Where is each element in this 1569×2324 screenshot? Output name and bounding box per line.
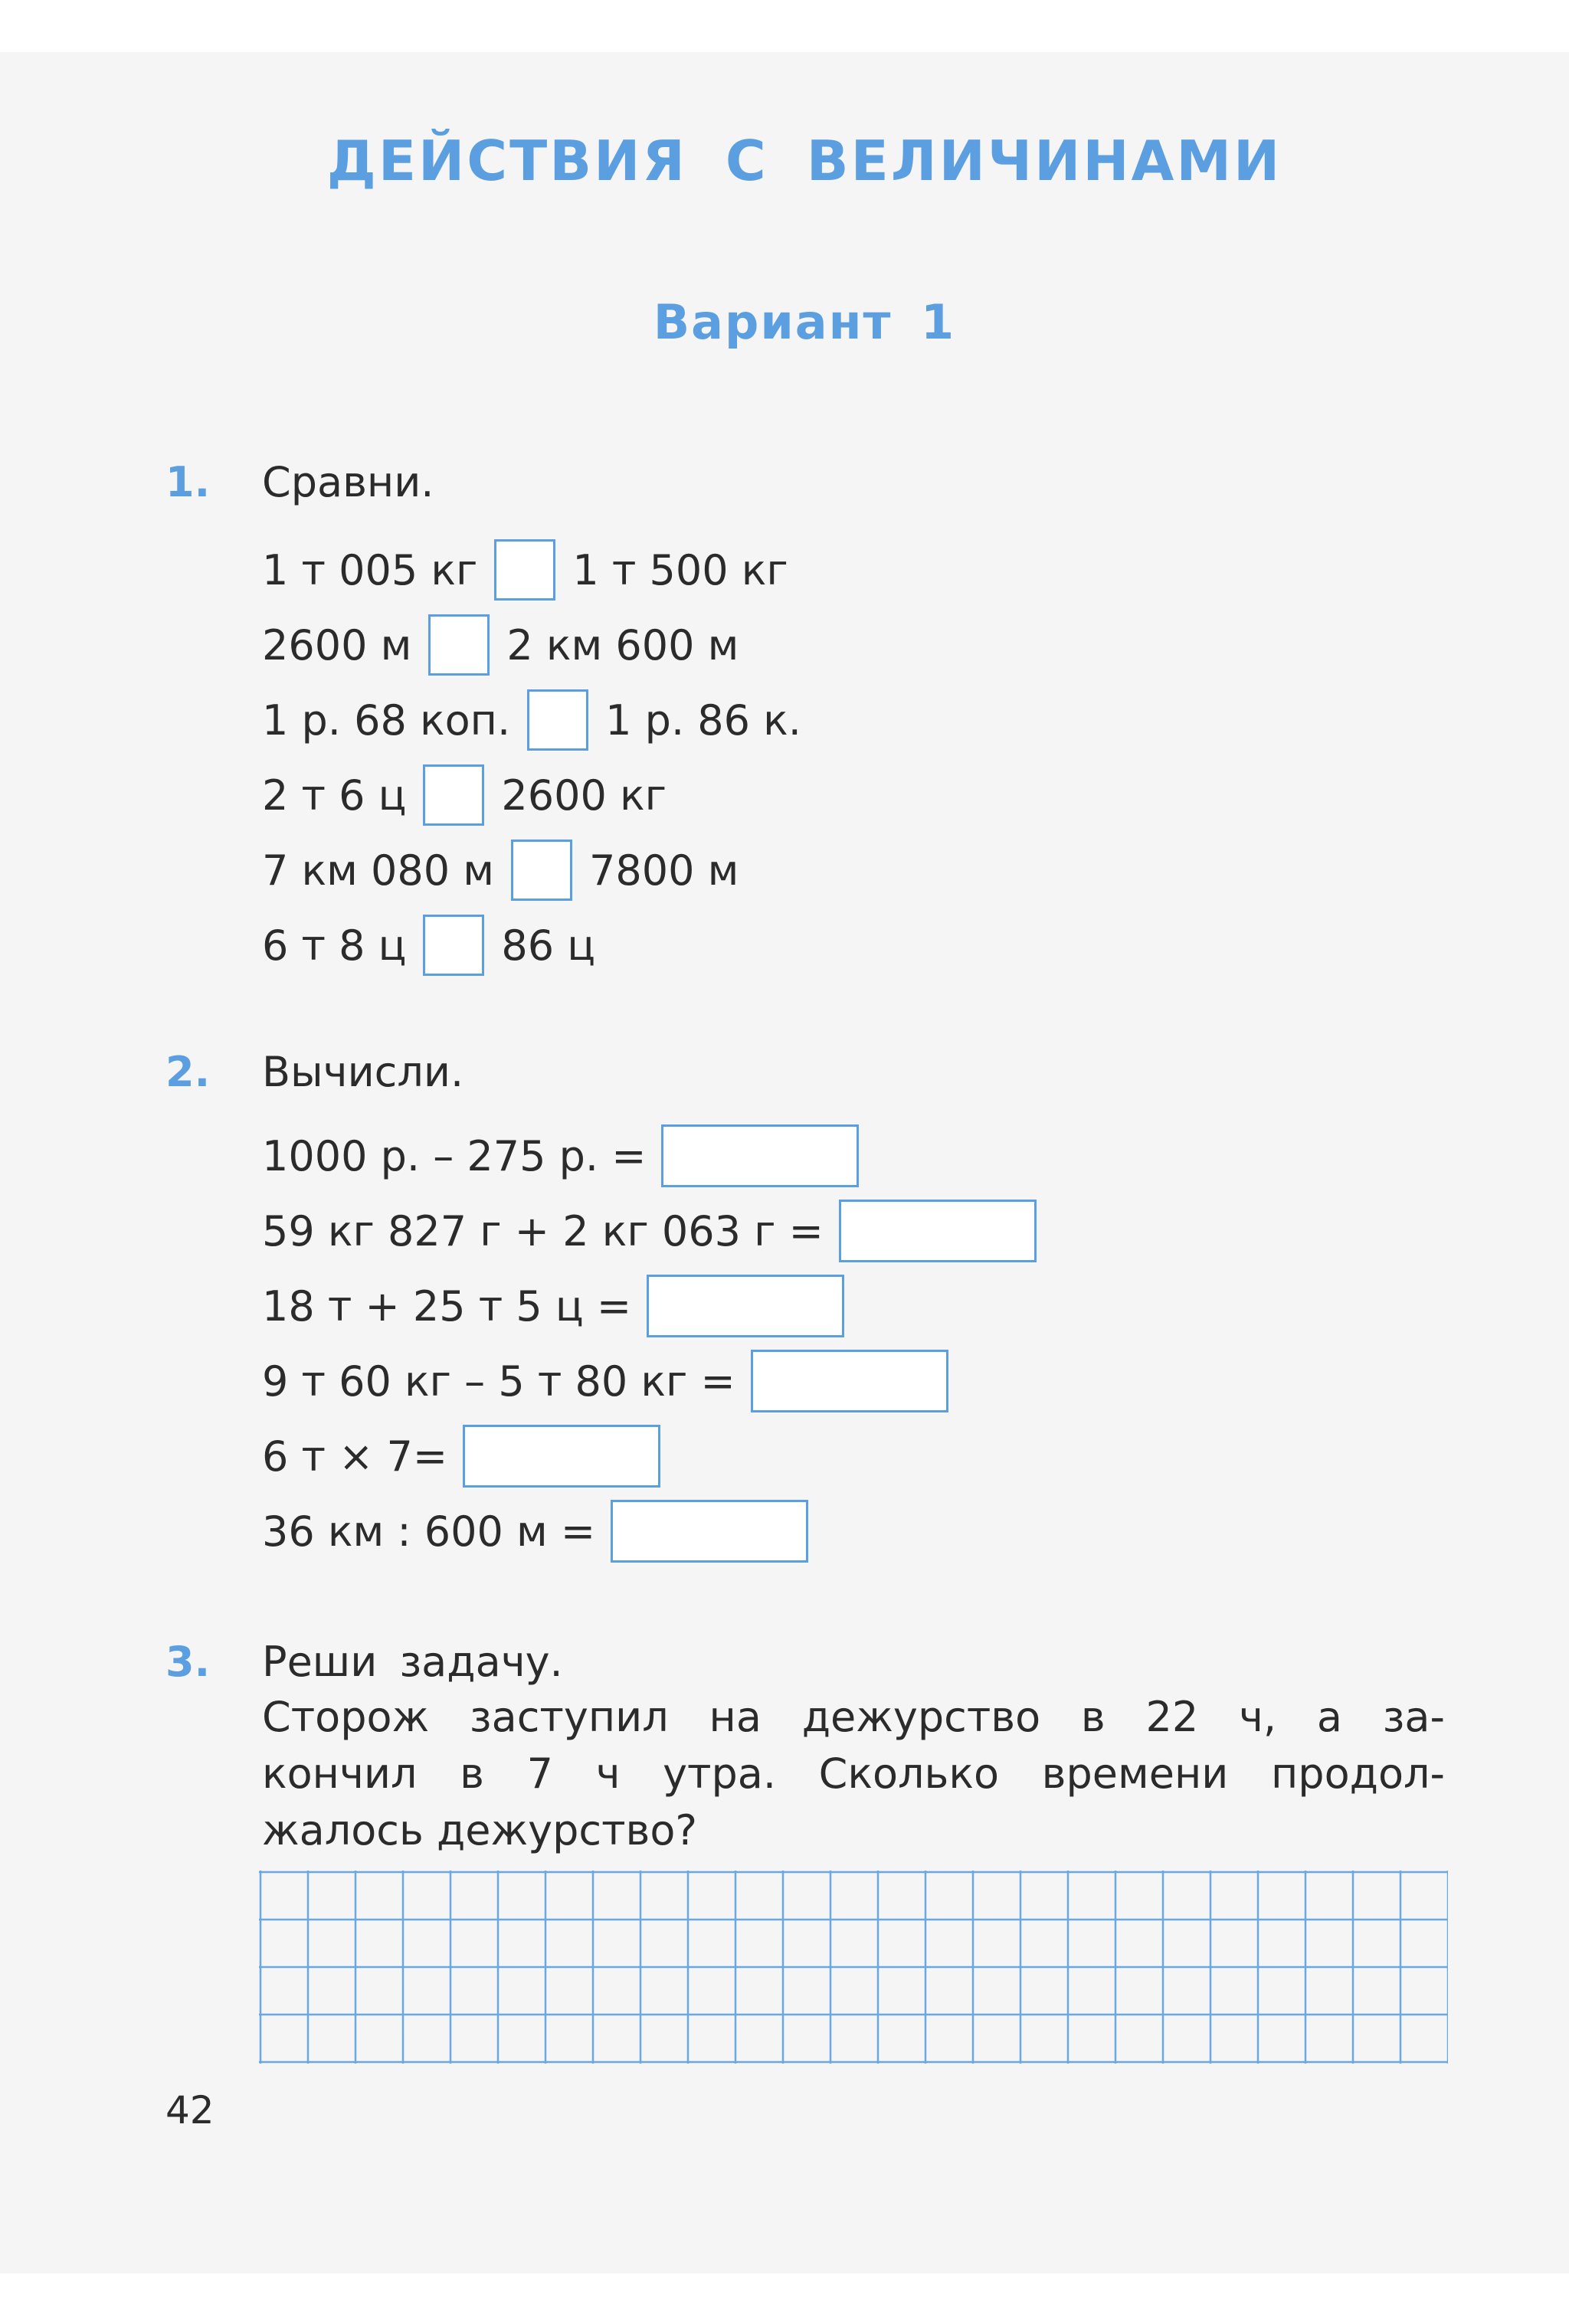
calc-expression: 36 км : 600 м = [262, 1507, 596, 1556]
section-title: ДЕЙСТВИЯ С ВЕЛИЧИНАМИ [326, 129, 1282, 193]
calc-row [262, 1198, 1037, 1264]
task1-number: 1. [165, 458, 211, 506]
problem-text [262, 1689, 1445, 1859]
calc-row [262, 1123, 859, 1189]
page-number: 42 [165, 2088, 215, 2133]
compare-right: 1 р. 86 к. [605, 696, 801, 745]
calc-answer-box[interactable] [751, 1350, 948, 1412]
problem-line: кончил в 7 ч утра. Сколько времени продол- [262, 1750, 1445, 1798]
calc-answer-box[interactable] [611, 1500, 808, 1563]
compare-right: 1 т 500 кг [572, 545, 788, 594]
compare-right: 2600 кг [501, 771, 667, 820]
task1-title: Сравни. [262, 458, 434, 506]
calc-expression: 59 кг 827 г + 2 кг 063 г = [262, 1206, 824, 1255]
compare-row [262, 913, 595, 977]
calc-row [262, 1498, 808, 1564]
calc-expression: 9 т 60 кг – 5 т 80 кг = [262, 1357, 735, 1406]
calc-expression: 1000 р. – 275 р. = [262, 1131, 647, 1180]
compare-left: 2600 м [262, 620, 412, 669]
compare-answer-box[interactable] [511, 840, 572, 901]
compare-row [262, 538, 788, 602]
compare-left: 7 км 080 м [262, 846, 495, 895]
calc-row [262, 1273, 844, 1339]
compare-answer-box[interactable] [428, 614, 490, 676]
calc-expression: 18 т + 25 т 5 ц = [262, 1281, 632, 1331]
compare-right: 2 км 600 м [506, 620, 739, 669]
compare-answer-box[interactable] [494, 539, 555, 601]
compare-left: 1 р. 68 коп. [262, 696, 511, 745]
compare-row [262, 688, 801, 752]
compare-right: 7800 м [589, 846, 739, 895]
compare-row [262, 613, 739, 677]
calc-answer-box[interactable] [647, 1275, 844, 1337]
calc-expression: 6 т × 7= [262, 1432, 448, 1481]
task2-title: Вычисли. [262, 1048, 464, 1096]
variant-title: Вариант 1 [653, 294, 956, 350]
calc-row [262, 1348, 948, 1414]
compare-answer-box[interactable] [527, 689, 588, 751]
task2-number: 2. [165, 1048, 211, 1096]
calc-answer-box[interactable] [661, 1124, 859, 1187]
task3-number: 3. [165, 1638, 211, 1686]
calc-answer-box[interactable] [839, 1200, 1037, 1262]
task3-title: Реши задачу. [262, 1638, 563, 1686]
calc-row [262, 1423, 660, 1489]
problem-line: жалось дежурство? [262, 1806, 698, 1854]
compare-right: 86 ц [501, 921, 596, 970]
answer-grid[interactable] [259, 1871, 1448, 2064]
calc-answer-box[interactable] [463, 1425, 660, 1488]
problem-line: Сторож заступил на дежурство в 22 ч, а за- [262, 1693, 1445, 1741]
compare-answer-box[interactable] [423, 764, 484, 826]
compare-row [262, 838, 739, 902]
compare-left: 6 т 8 ц [262, 921, 407, 970]
compare-answer-box[interactable] [423, 915, 484, 976]
compare-left: 1 т 005 кг [262, 545, 478, 594]
compare-left: 2 т 6 ц [262, 771, 407, 820]
compare-row [262, 763, 667, 827]
